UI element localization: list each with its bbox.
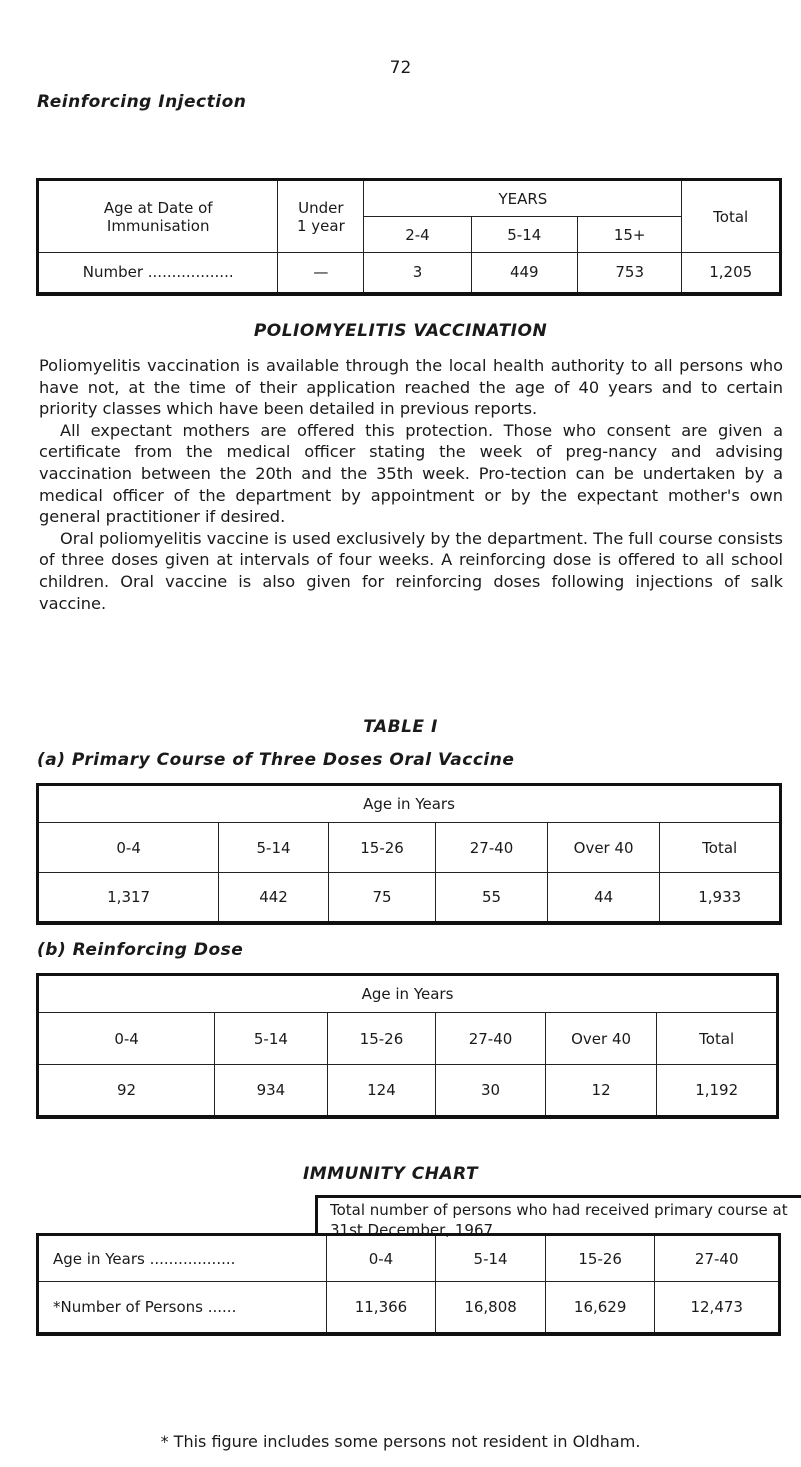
number-cell: 753	[577, 253, 681, 294]
age-header: Over 40	[547, 823, 660, 873]
value-cell: 124	[327, 1065, 436, 1117]
year-group-header: 2-4	[364, 217, 471, 253]
age-header: 15-26	[545, 1235, 655, 1282]
number-row-label: Number ..................	[38, 253, 278, 294]
immunity-chart-heading: IMMUNITY CHART	[302, 1164, 479, 1184]
immunity-chart-table	[36, 1233, 781, 1336]
paragraph: Poliomyelitis vaccination is available through the local health authority to all persons who have not, at the time of their application reached the age of 40 years and to certain priority classes which have been detailed in previous reports.	[39, 356, 783, 419]
age-at-date-header: Age at Date of Immunisation	[38, 180, 278, 253]
age-header: 5-14	[436, 1235, 546, 1282]
poliomyelitis-heading: POLIOMYELITIS VACCINATION	[253, 321, 548, 341]
primary-course-caption: (a) Primary Course of Three Doses Oral Vaccine	[37, 750, 515, 770]
immunity-span-header-text: Total number of persons who had received primary course at 31st December, 1967	[330, 1201, 788, 1239]
footnote: * This figure includes some persons not resident in Oldham.	[160, 1432, 641, 1451]
value-cell: 1,192	[657, 1065, 778, 1117]
value-cell: 934	[215, 1065, 328, 1117]
value-cell: 12	[545, 1065, 657, 1117]
value-cell: 1,317	[38, 873, 219, 923]
age-header: Total	[660, 823, 781, 873]
primary-course-table	[36, 783, 782, 925]
age-header: 27-40	[655, 1235, 780, 1282]
age-in-years-header: Age in Years	[38, 975, 778, 1013]
age-in-years-header: Age in Years	[38, 785, 781, 823]
table-one-title: TABLE I	[363, 717, 438, 737]
reinforcing-injection-table	[36, 178, 782, 296]
value-cell: 1,933	[660, 873, 781, 923]
value-cell: 442	[219, 873, 329, 923]
age-header: 0-4	[38, 1013, 215, 1065]
age-header: Over 40	[545, 1013, 657, 1065]
immunity-span-header	[315, 1195, 801, 1239]
age-in-years-row-label: Age in Years ..................	[38, 1235, 327, 1282]
page-number: 72	[389, 58, 412, 78]
age-header: 0-4	[326, 1235, 436, 1282]
number-cell: —	[278, 253, 364, 294]
poliomyelitis-body	[39, 355, 783, 614]
number-cell: 1,205	[682, 253, 781, 294]
number-cell: 3	[364, 253, 471, 294]
age-header: Total	[657, 1013, 778, 1065]
persons-cell: 12,473	[655, 1282, 780, 1334]
persons-cell: 16,808	[436, 1282, 546, 1334]
under-one-year-header: Under 1 year	[278, 180, 364, 253]
reinforcing-injection-heading: Reinforcing Injection	[37, 92, 247, 112]
year-group-header: 15+	[577, 217, 681, 253]
value-cell: 44	[547, 873, 660, 923]
value-cell: 55	[436, 873, 548, 923]
age-header: 15-26	[327, 1013, 436, 1065]
age-header: 5-14	[215, 1013, 328, 1065]
age-header: 27-40	[436, 823, 548, 873]
paragraph: Oral poliomyelitis vaccine is used exclusively by the department. The full course consists of three doses given at intervals of four weeks. A reinforcing dose is offered to all school children. Oral vaccine is also given for reinforcing doses following injections of salk vaccine.	[39, 528, 783, 613]
age-header: 5-14	[219, 823, 329, 873]
paragraph: All expectant mothers are offered this protection. Those who consent are given a certificate from the medical officer stating the week of preg-nancy and advising vaccination between the 20th and the 35th week. Pro-tection can be undertaken by a medical officer of the department by appointment or by the expectant mother's own general practitioner if desired.	[39, 420, 783, 527]
value-cell: 30	[436, 1065, 546, 1117]
persons-cell: 16,629	[545, 1282, 655, 1334]
total-header: Total	[682, 180, 781, 253]
reinforcing-dose-caption: (b) Reinforcing Dose	[37, 940, 244, 960]
years-header: YEARS	[364, 180, 682, 217]
value-cell: 75	[328, 873, 436, 923]
value-cell: 92	[38, 1065, 215, 1117]
reinforcing-dose-table	[36, 973, 779, 1119]
persons-cell: 11,366	[326, 1282, 436, 1334]
age-header: 0-4	[38, 823, 219, 873]
number-cell: 449	[471, 253, 577, 294]
year-group-header: 5-14	[471, 217, 577, 253]
age-header: 15-26	[328, 823, 436, 873]
number-of-persons-row-label: *Number of Persons ......	[38, 1282, 327, 1334]
age-header: 27-40	[436, 1013, 546, 1065]
